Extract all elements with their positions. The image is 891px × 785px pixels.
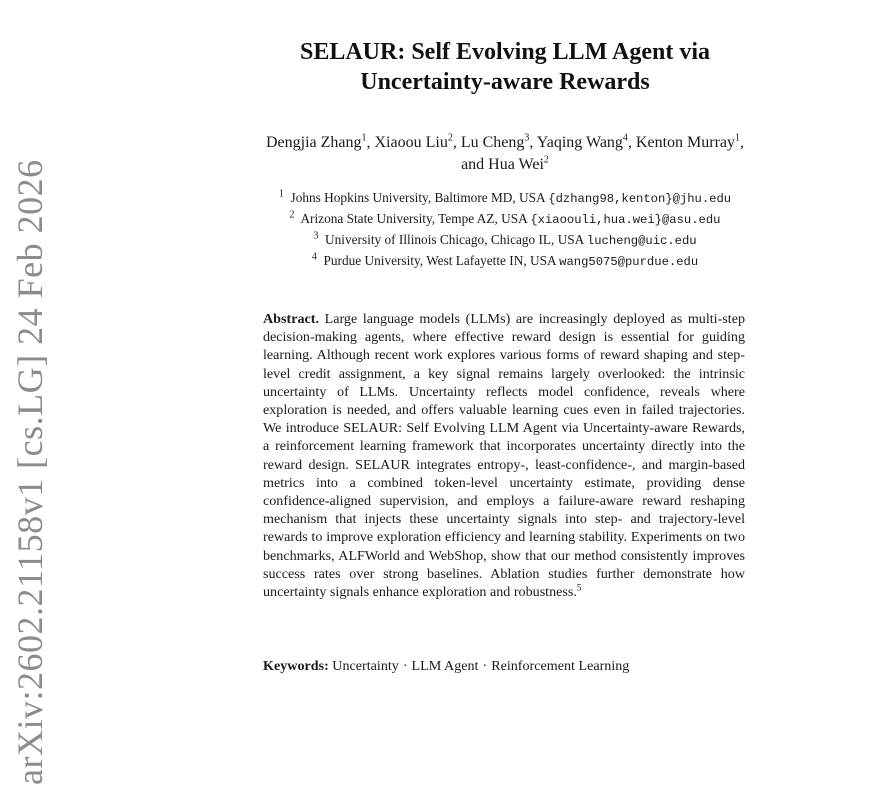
author: Kenton Murray$^1$, bbox=[635, 132, 745, 151]
author: Xiaoou Liu$^2$, bbox=[374, 132, 461, 151]
keyword: LLM Agent bbox=[411, 658, 479, 674]
paper-title bbox=[180, 37, 830, 97]
email: {xiaoouli,hua.wei}@asu.edu bbox=[530, 213, 721, 227]
abstract-text: Large language models (LLMs) are increasingly deployed as multi-step decision-making agents, where effective reward design is essential for guiding learning. Although recent work explores various forms of reward shaping and step-level credit assignment, a key signal remains largely overlooked: the intrinsic uncertainty of LLMs. Uncertainty reflects model confidence, reveals where exploration is needed, and offers valuable learning cues even in failed trajectories. We introduce SELAUR: Self Evolving LLM Agent via Uncertainty-aware Rewards, a reinforcement learning framework that incorporates uncertainty directly into the reward design. SELAUR integrates entropy-, least-confidence-, and margin-based metrics into a combined token-level uncertainty estimate, providing dense confidence-aligned supervision, and employs a failure-aware reward reshaping mechanism that injects these uncertainty signals into step- and trajectory-level rewards to improve exploration efficiency and learning stability. Experiments on two benchmarks, ALFWorld and WebShop, show that our method consistently improves success rates over strong baselines. Ablation studies further demonstrate how uncertainty signals enhance exploration and robustness. bbox=[263, 311, 745, 601]
email: wang5075@purdue.edu bbox=[559, 255, 699, 269]
keywords: Keywords: Uncertainty · LLM Agent · Reinforcement Learning bbox=[263, 658, 630, 674]
abstract bbox=[263, 310, 745, 601]
author: and Hua Wei$^2$ bbox=[461, 154, 549, 173]
affiliation: $^3$ University of Illinois Chicago, Chicago IL, USA lucheng@uic.edu bbox=[313, 230, 697, 248]
email: lucheng@uic.edu bbox=[586, 234, 697, 248]
affiliation-list bbox=[180, 188, 830, 272]
affiliation: $^4$ Purdue University, West Lafayette IN, USA wang5075@purdue.edu bbox=[311, 251, 699, 269]
title-line-1: SELAUR: Self Evolving LLM Agent via bbox=[299, 39, 711, 65]
author-list bbox=[180, 132, 830, 176]
author: Lu Cheng$^3$, bbox=[460, 132, 537, 151]
keyword: Uncertainty bbox=[332, 658, 399, 674]
affiliation: $^1$ Johns Hopkins University, Baltimore MD, USA {dzhang98,kenton}@jhu.edu bbox=[278, 188, 732, 206]
arxiv-side-stamp: arXiv:2602.21158v1 [cs.LG] 24 Feb 2026 bbox=[10, 159, 50, 785]
keyword: Reinforcement Learning bbox=[491, 658, 630, 674]
email: {dzhang98,kenton}@jhu.edu bbox=[548, 192, 732, 206]
affiliation: $^2$ Arizona State University, Tempe AZ, USA {xiaoouli,hua.wei}@asu.edu bbox=[289, 209, 721, 227]
abstract-label: Abstract. bbox=[263, 311, 319, 327]
title-line-2: Uncertainty-aware Rewards bbox=[360, 69, 650, 95]
author: Yaqing Wang$^4$, bbox=[536, 132, 636, 151]
footnote-marker: 5 bbox=[576, 582, 582, 593]
keywords-label: Keywords: bbox=[263, 658, 329, 674]
author: Dengjia Zhang$^1$, bbox=[265, 132, 375, 151]
